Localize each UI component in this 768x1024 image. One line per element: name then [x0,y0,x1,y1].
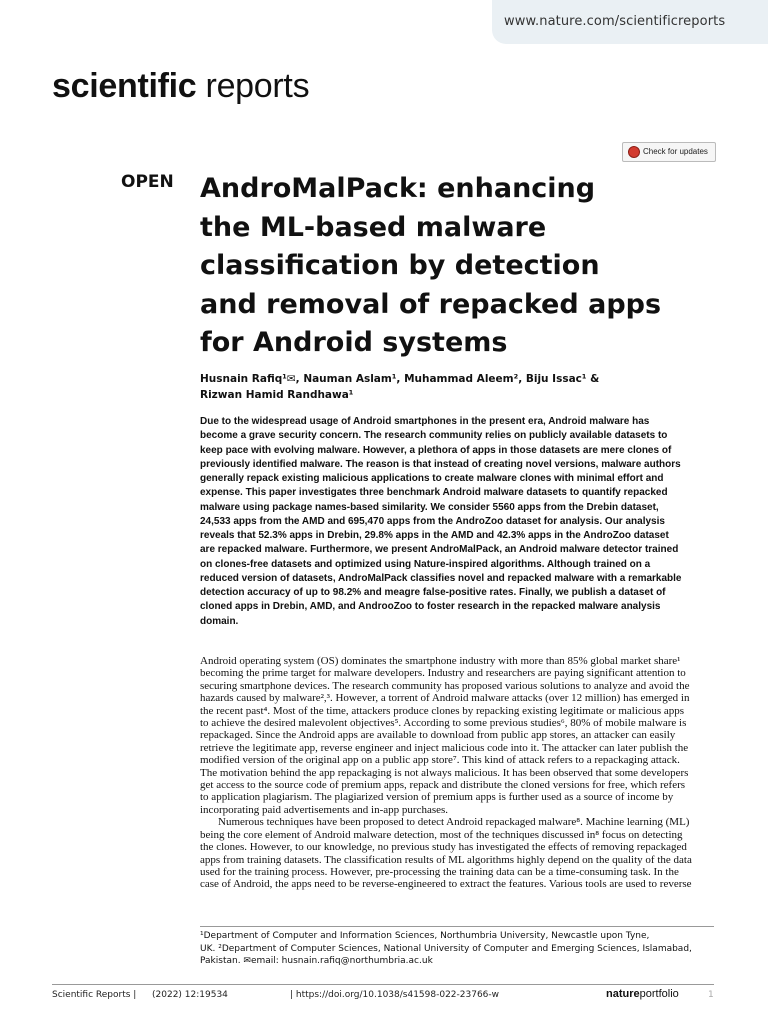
footer-divider [52,984,714,985]
publisher-logo [606,988,679,1000]
body-line: modified version of the original app on a public app store⁷. This kind of attack refers to a repackaging attack. [200,754,680,767]
page-number: 1 [708,990,714,1000]
body-line: incorporating paid advertisements and in-app purchases. [200,803,449,816]
journal-logo [52,66,309,106]
body-line: being the core element of Android malware detection, most of the techniques discussed in⁸ focus on detecting [200,828,683,841]
abstract-line: domain. [200,615,239,627]
publisher-bold: nature [606,988,640,1000]
body-line: becoming the prime target for malware developers. Industry and researchers are paying significant attention to [200,667,686,680]
author-list [200,372,599,403]
body-line: repackaged. Since the Android apps are available to download from public app stores, an attacker can easily [200,729,676,742]
abstract-line: generally repack existing malicious applications to create malware clones with minimal effort and [200,473,664,484]
abstract-line: Due to the widespread usage of Android smartphones in the present era, Android malware has [200,416,650,427]
authors-line: Rizwan Hamid Randhawa¹ [200,388,354,401]
title-line: classification by detection [200,250,600,281]
abstract-line: expense. This paper investigates three benchmark Android malware datasets to quantify repacked [200,487,668,499]
url-bar [492,0,768,44]
affiliation-line: UK. ²Department of Computer Sciences, National University of Computer and Emerging Sciences, Islamabad, [200,943,692,954]
abstract-line: become a grave security concern. The research community relies on publicly available datasets to [200,430,668,442]
body-line: the recent past⁴. Most of the time, attackers produce clones by repacking existing legitimate or malicious apps [200,704,685,717]
article-title [200,170,680,363]
body-line: get access to the source code of premium apps, repack and distribute the cloned versions for free, which refers [200,779,686,792]
abstract-line: are repacked malware. Furthermore, we present AndroMalPack, an Android malware detector trained [200,544,679,556]
abstract-line: keep pace with evolving malware. However, a plethora of apps in those datasets are mere clones of [200,444,672,456]
body-line: case of Android, the apps need to be reverse-engineered to extract the features. Various tools are used to reverse [200,878,692,891]
abstract-line: detection accuracy of up to 98.2% and meagre false-positive rates. Finally, we publish a dataset of [200,587,666,598]
abstract-line: 24,533 apps from the AMD and 695,470 apps from the AndroZoo dataset for analysis. Our analysis [200,515,665,527]
abstract-line: cloned apps in Drebin, AMD, and AndrooZoo to foster research in the repacked malware analysis [200,601,661,613]
journal-url[interactable]: www.nature.com/scientificreports [504,14,726,29]
footer-year-volume: (2022) 12:19534 [152,990,228,1000]
footer-journal: Scientific Reports | [52,990,137,1000]
check-for-updates-label: Check for updates [643,147,708,156]
affiliations [200,930,714,968]
open-access-label: OPEN [121,172,174,192]
abstract-line: reduced version of datasets, AndroMalPack classifies novel and repacked malware with a remarkable [200,572,682,584]
body-line: apps from training datasets. The classification results of ML algorithms highly depend on the quality of the data [200,853,692,866]
affiliation-divider [200,926,714,927]
logo-light: reports [205,67,310,105]
title-line: and removal of repacked apps [200,288,662,320]
body-line: securing smartphone devices. The research community has proposed various solutions to analyze and avoid the [200,679,690,692]
abstract-line: previously identified malware. The reason is that instead of creating novel versions, malware authors [200,458,681,470]
body-line: the clones. However, to our knowledge, no previous study has investigated the effects of removing repackaged [200,841,687,854]
title-line: AndroMalPack: enhancing [200,173,596,204]
body-line: to application plagiarism. The plagiarized version of premium apps is further used as a source of income by [200,791,674,804]
body-line: retrieve the legitimate app, reverse engineer and inject malicious code into it. The attacker can later publish the [200,741,689,754]
body-line: Numerous techniques have been proposed to detect Android repackaged malware⁸. Machine learning (ML) [218,816,690,829]
abstract-line: on clones-free datasets and optimized using Nature-inspired algorithms. Although trained on a [200,558,651,570]
body-line: Android operating system (OS) dominates the smartphone industry with more than 85% global market share¹ [200,655,681,667]
authors-line: Husnain Rafiq¹✉, Nauman Aslam¹, Muhammad Aleem², Biju Issac¹ & [200,373,600,385]
abstract-line: reveals that 52.3% apps in Drebin, 29.8% apps in the AMD and 42.3% apps in the AndroZoo dataset [200,530,669,541]
affiliation-line: ¹Department of Computer and Information Sciences, Northumbria University, Newcastle upon Tyne, [200,931,650,941]
body-text [200,655,714,891]
crossmark-icon [628,146,640,158]
title-line: the ML-based malware [200,211,547,243]
logo-bold: scientific [52,67,197,105]
footer-doi-link[interactable]: | https://doi.org/10.1038/s41598-022-23766-w [290,990,500,1000]
body-line: to achieve the desired malevolent objectives⁵. According to some previous studies⁶, 80% of mobile malware is [200,717,687,730]
abstract [200,415,720,629]
body-line: used for the training process. However, pre-processing the training data can be a time-consuming task. In the [200,865,679,878]
body-line: The motivation behind the app repackaging is not always malicious. It has been observed that some developers [200,766,689,779]
publisher-light: portfolio [639,988,679,1000]
body-line: hazards caused by malware²,³. However, a torrent of Android malware attacks (over 12 million) has emerged in [200,692,690,705]
title-line: for Android systems [200,327,508,358]
abstract-line: malware using package names-based similarity. We consider 5560 apps from the Drebin dataset, [200,501,659,513]
affiliation-line[interactable]: Pakistan. ✉email: husnain.rafiq@northumbria.ac.uk [200,956,433,967]
check-for-updates-button[interactable] [622,142,716,162]
